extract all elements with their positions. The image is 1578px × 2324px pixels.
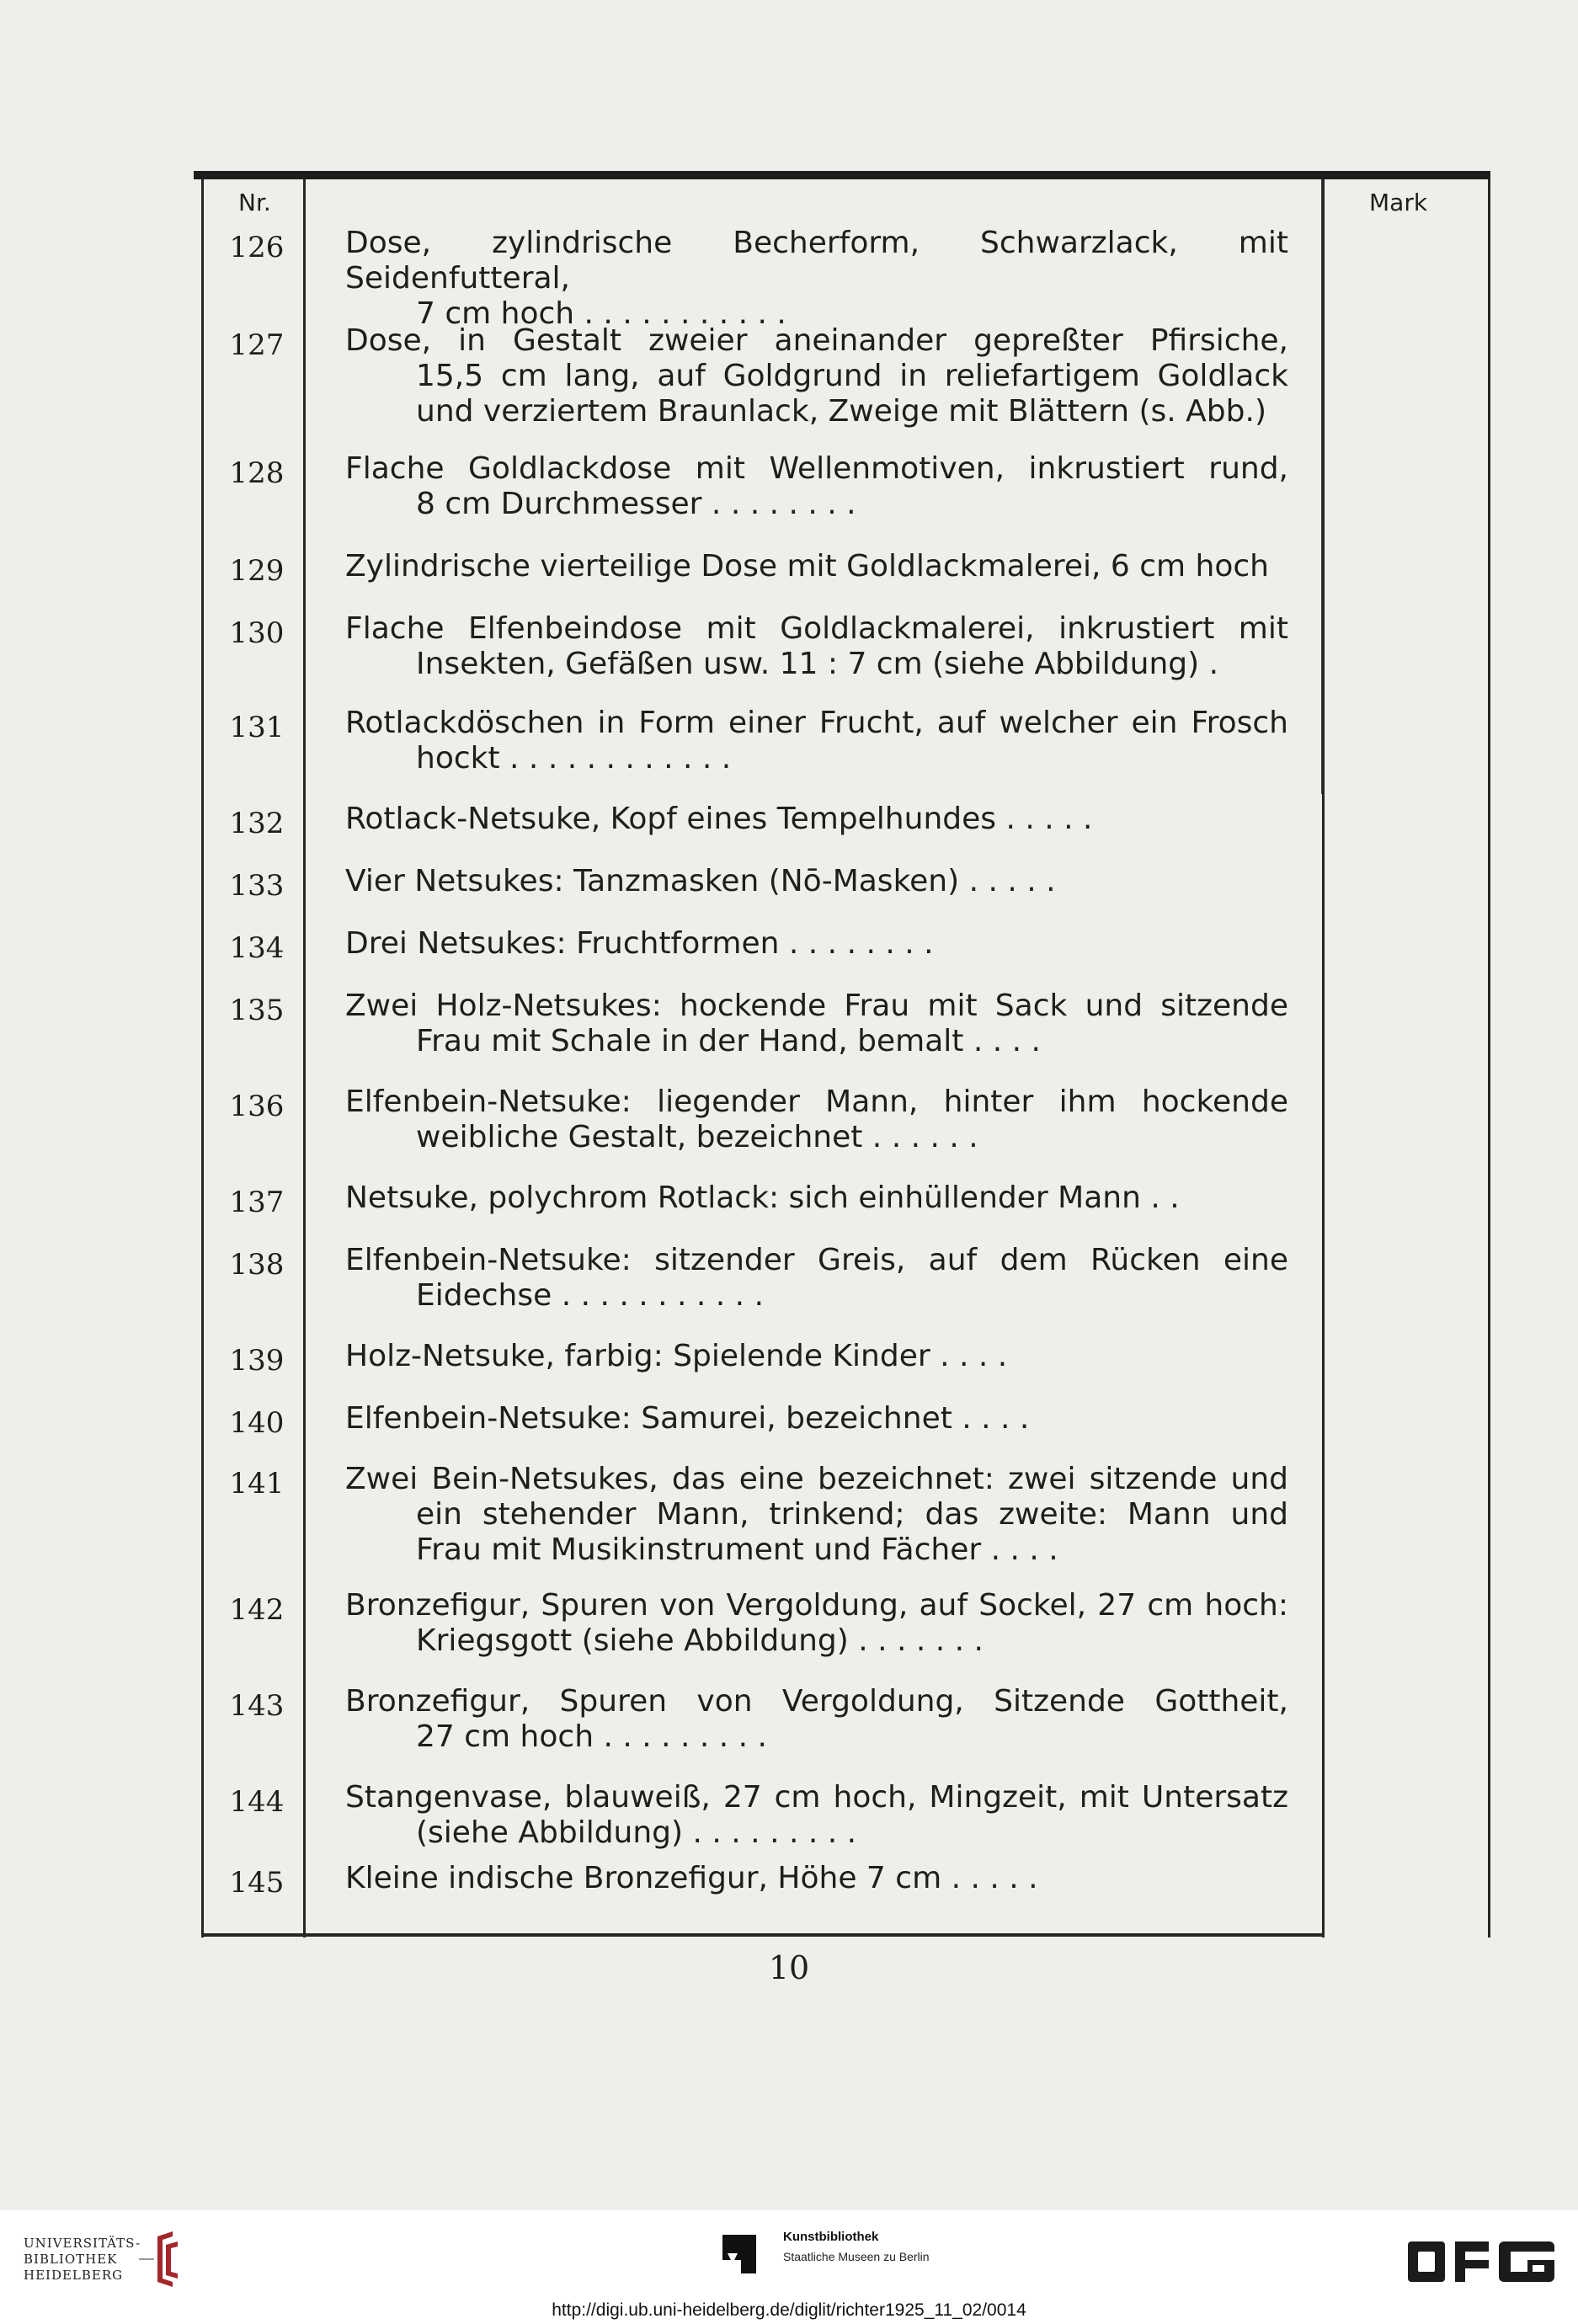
university-library-text — [24, 2236, 141, 2284]
entry-line: Rotlack-Netsuke, Kopf eines Tempelhundes . . . . . — [345, 802, 1093, 836]
entry-line: Frau mit Musikinstrument und Fächer . . . . — [416, 1532, 1058, 1567]
entry-line: Flache Goldlackdose mit Wellenmotiven, inkrustiert rund, — [345, 451, 1288, 486]
page-number: 10 — [768, 1949, 810, 1986]
svg-text:DFG: DFG — [1406, 2236, 1409, 2237]
city-line: HEIDELBERG — [24, 2268, 124, 2283]
entry-description — [345, 1861, 1288, 1896]
entry-number: 142 — [229, 1593, 285, 1627]
entry-description — [345, 451, 1288, 522]
entry-line: Elfenbein-Netsuke: Samurei, bezeichnet . . . . — [345, 1401, 1030, 1436]
entry-line: Dose, in Gestalt zweier aneinander gepreßter Pfirsiche, — [345, 323, 1288, 358]
entry-description — [345, 549, 1288, 584]
entry-description — [345, 1588, 1288, 1659]
entry-description — [345, 323, 1288, 429]
entry-description — [345, 1684, 1288, 1755]
library-line: BIBLIOTHEK — [24, 2252, 118, 2267]
entry-line: Eidechse . . . . . . . . . . . — [416, 1278, 765, 1313]
entry-line: Elfenbein-Netsuke: liegender Mann, hinter ihm hockende — [345, 1085, 1288, 1119]
entry-line: weibliche Gestalt, bezeichnet . . . . . . — [416, 1120, 978, 1154]
kunstbibliothek-logo-icon — [722, 2235, 756, 2273]
source-url[interactable]: http://digi.ub.uni-heidelberg.de/diglit/richter1925_11_02/0014 — [552, 2300, 1026, 2320]
entry-line: (siehe Abbildung) . . . . . . . . . — [416, 1815, 857, 1850]
entry-line: ein stehender Mann, trinkend; das zweite: Mann und — [416, 1497, 1288, 1532]
entry-description — [345, 1401, 1288, 1437]
entry-number: 134 — [229, 931, 285, 965]
entry-number: 141 — [229, 1467, 285, 1500]
entry-description — [345, 989, 1288, 1059]
table-left-border — [201, 179, 204, 1938]
column-header-nr: Nr. — [238, 189, 271, 216]
entry-line: Zwei Holz-Netsukes: hockende Frau mit Sack und sitzende — [345, 989, 1288, 1023]
entry-line: Kleine indische Bronzefigur, Höhe 7 cm . . . . . — [345, 1861, 1038, 1895]
university-line: UNIVERSITÄTS- — [24, 2236, 141, 2251]
entry-description — [345, 1243, 1288, 1314]
entry-line: Drei Netsukes: Fruchtformen . . . . . . . . — [345, 926, 934, 961]
entry-number: 127 — [229, 328, 285, 362]
entry-description — [345, 1339, 1288, 1374]
entry-description — [345, 1780, 1288, 1851]
entry-line: Holz-Netsuke, farbig: Spielende Kinder . . . . — [345, 1339, 1008, 1373]
entry-number: 143 — [229, 1689, 285, 1723]
number-column-divider — [303, 179, 306, 1938]
entry-number: 136 — [229, 1090, 285, 1123]
entry-line: Zwei Bein-Netsukes, das eine bezeichnet: zwei sitzende und — [345, 1462, 1288, 1496]
entry-line: und verziertem Braunlack, Zweige mit Blättern (s. Abb.) — [416, 394, 1266, 429]
column-header-mark: Mark — [1369, 189, 1428, 216]
table-top-rule — [194, 171, 1490, 179]
entry-number: 135 — [229, 994, 285, 1027]
entry-number: 139 — [229, 1344, 285, 1378]
entry-line: Zylindrische vierteilige Dose mit Goldlackmalerei, 6 cm hoch — [345, 549, 1269, 584]
entry-description — [345, 1181, 1288, 1216]
entry-line: Bronzefigur, Spuren von Vergoldung, auf Sockel, 27 cm hoch: — [345, 1588, 1288, 1623]
entry-number: 133 — [229, 869, 285, 903]
entry-description — [345, 706, 1288, 776]
entry-description — [345, 1462, 1288, 1568]
entry-line: 8 cm Durchmesser . . . . . . . . — [416, 487, 856, 521]
entry-number: 130 — [229, 616, 285, 650]
entry-line: Vier Netsukes: Tanzmasken (Nō-Masken) . . . . . — [345, 864, 1056, 898]
entry-number: 129 — [229, 554, 285, 588]
dfg-logo — [1406, 2236, 1558, 2287]
entry-description — [345, 864, 1288, 899]
entry-description — [345, 802, 1288, 837]
table-bottom-rule — [201, 1933, 1323, 1937]
entry-line: Rotlackdöschen in Form einer Frucht, auf welcher ein Frosch — [345, 706, 1288, 740]
entry-line: Flache Elfenbeindose mit Goldlackmalerei, inkrustiert mit — [345, 611, 1288, 646]
entry-number: 138 — [229, 1248, 285, 1282]
entry-number: 140 — [229, 1406, 285, 1440]
entry-description — [345, 926, 1288, 962]
entry-number: 144 — [229, 1785, 285, 1819]
entry-line: 7 cm hoch . . . . . . . . . . . — [416, 296, 786, 331]
kunstbibliothek-subtitle: Staatliche Museen zu Berlin — [783, 2250, 930, 2263]
entry-line: hockt . . . . . . . . . . . . — [416, 741, 732, 776]
entry-line: Stangenvase, blauweiß, 27 cm hoch, Mingzeit, mit Untersatz — [345, 1780, 1288, 1815]
table-right-border — [1488, 179, 1490, 1938]
entry-line: 27 cm hoch . . . . . . . . . — [416, 1719, 767, 1754]
mark-column-divider — [1322, 179, 1325, 1938]
entry-line: Insekten, Gefäßen usw. 11 : 7 cm (siehe Abbildung) . — [416, 647, 1219, 681]
entry-number: 137 — [229, 1186, 285, 1219]
entry-line: Netsuke, polychrom Rotlack: sich einhüllender Mann . . — [345, 1181, 1180, 1215]
entry-number: 132 — [229, 807, 285, 840]
entry-number: 145 — [229, 1866, 285, 1900]
university-library-logo-icon — [139, 2230, 189, 2289]
entry-number: 126 — [229, 231, 285, 264]
entry-line: 15,5 cm lang, auf Goldgrund in reliefartigem Goldlack — [416, 359, 1288, 393]
entry-description — [345, 226, 1288, 332]
entry-line: Kriegsgott (siehe Abbildung) . . . . . . . — [416, 1623, 984, 1658]
entry-line: Bronzefigur, Spuren von Vergoldung, Sitzende Gottheit, — [345, 1684, 1288, 1719]
entry-number: 128 — [229, 456, 285, 490]
entry-line: Dose, zylindrische Becherform, Schwarzlack, mit Seidenfutteral, — [345, 226, 1288, 296]
kunstbibliothek-title: Kunstbibliothek — [783, 2230, 879, 2244]
entry-line: Frau mit Schale in der Hand, bemalt . . . . — [416, 1024, 1041, 1058]
entry-line: Elfenbein-Netsuke: sitzender Greis, auf dem Rücken eine — [345, 1243, 1288, 1277]
entry-number: 131 — [229, 711, 285, 744]
entry-description — [345, 611, 1288, 682]
entry-description — [345, 1085, 1288, 1155]
